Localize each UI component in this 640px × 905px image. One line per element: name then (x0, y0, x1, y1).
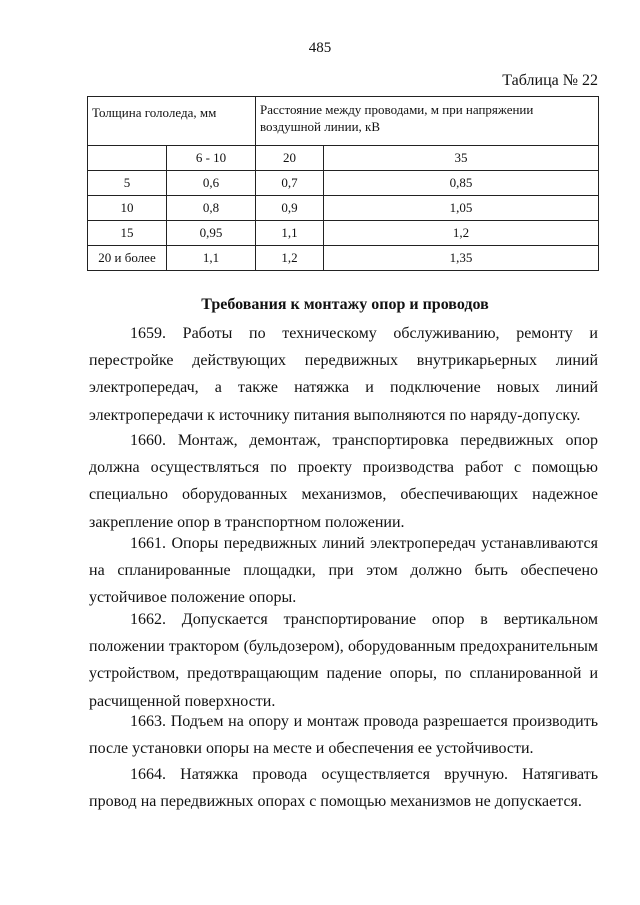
paragraph-1661: 1661. Опоры передвижных линий электропередач устанавливаются на спланированные площадки, при этом должно быть обеспечено устойчивое положение опоры. (89, 535, 598, 607)
subheader-cell (88, 146, 167, 171)
header-wire-distance: Расстояние между проводами, м при напряжении воздушной линии, кВ (256, 97, 599, 146)
subheader-cell: 35 (324, 146, 599, 171)
table-subheader-row (88, 146, 599, 171)
table-cell: 0,95 (167, 221, 256, 246)
table-cell: 1,2 (324, 221, 599, 246)
paragraph-1662: 1662. Допускается транспортирование опор в вертикальном положении трактором (бульдозером), оборудованным предохранительным устройством, предотвращающим падение опоры, по спланированной и расчищенной поверхности. (89, 611, 598, 710)
subheader-cell: 6 - 10 (167, 146, 256, 171)
paragraph-1664: 1664. Натяжка провода осуществляется вручную. Натягивать провод на передвижных опорах с помощью механизмов не допускается. (89, 766, 598, 811)
table-cell: 0,8 (167, 196, 256, 221)
subheader-cell: 20 (256, 146, 324, 171)
table-cell: 10 (88, 196, 167, 221)
table-row (88, 246, 599, 271)
table-row (88, 221, 599, 246)
paragraph-1663: 1663. Подъем на опору и монтаж провода разрешается производить после установки опоры на месте и обеспечения ее устойчивости. (89, 713, 598, 758)
table-row (88, 196, 599, 221)
table-cell: 0,85 (324, 171, 599, 196)
table-cell: 20 и более (88, 246, 167, 271)
section-title: Требования к монтажу опор и проводов (201, 296, 489, 313)
table-cell: 5 (88, 171, 167, 196)
page-number: 485 (308, 40, 332, 56)
table-cell: 1,05 (324, 196, 599, 221)
table-row (88, 171, 599, 196)
header-ice-thickness: Толщина гололеда, мм (88, 97, 256, 146)
ice-thickness-distance-table (87, 96, 599, 271)
table-cell: 1,1 (167, 246, 256, 271)
table-cell: 15 (88, 221, 167, 246)
table-header-row (88, 97, 599, 146)
paragraph-1660: 1660. Монтаж, демонтаж, транспортировка передвижных опор должна осуществляться по проекту производства работ с помощью специально оборудованных механизмов, обеспечивающих надежное закрепление опор в транспортном положении. (89, 432, 598, 531)
table-cell: 0,7 (256, 171, 324, 196)
table-cell: 1,35 (324, 246, 599, 271)
table-cell: 1,2 (256, 246, 324, 271)
table-caption: Таблица № 22 (502, 72, 598, 89)
table-cell: 0,9 (256, 196, 324, 221)
paragraph-1659: 1659. Работы по техническому обслуживанию, ремонту и перестройке действующих передвижных внутрикарьерных линий электропередач, а также натяжка и подключение новых линий электропередачи к источнику питания выполняются по наряду-допуску. (89, 325, 598, 424)
table-cell: 1,1 (256, 221, 324, 246)
table-cell: 0,6 (167, 171, 256, 196)
